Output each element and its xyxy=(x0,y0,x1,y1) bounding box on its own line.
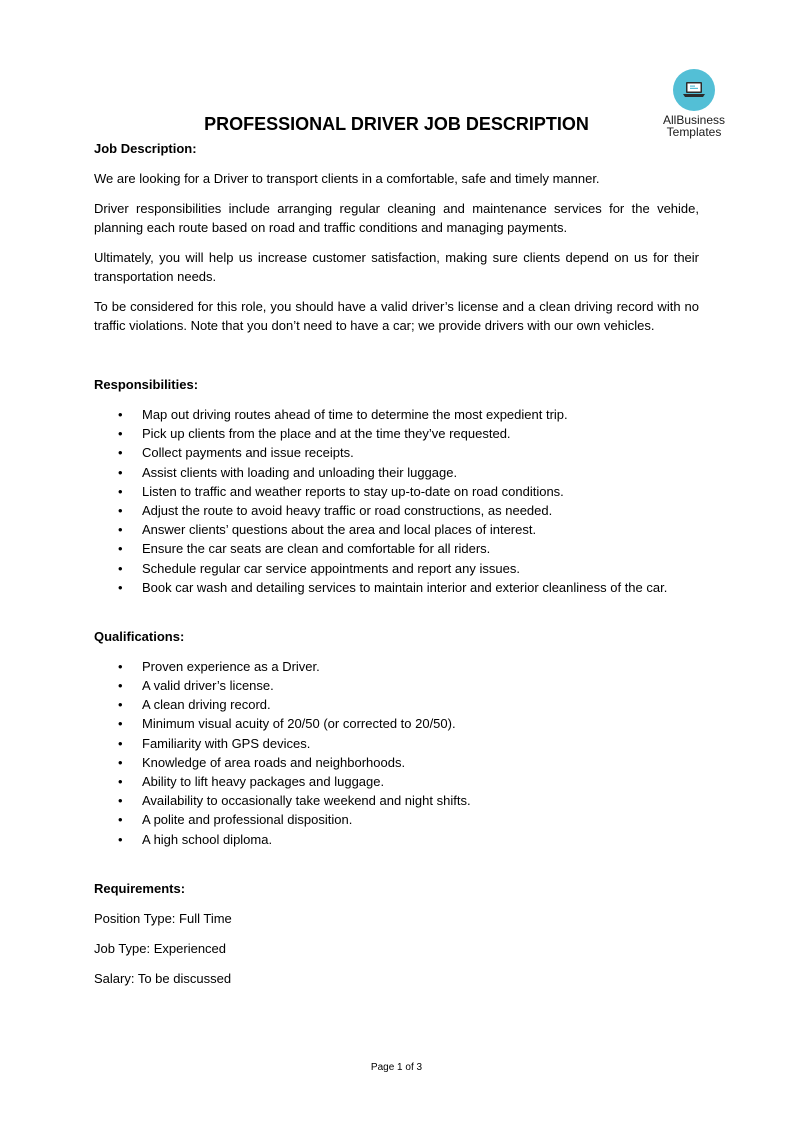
list-item: • Pick up clients from the place and at the time they’ve requested. xyxy=(94,424,699,443)
list-item: • Minimum visual acuity of 20/50 (or corrected to 20/50). xyxy=(94,714,699,733)
responsibilities-heading: Responsibilities: xyxy=(94,377,199,392)
job-description-paragraph: To be considered for this role, you should have a valid driver’s license and a clean driving record with no traffic violations. Note that you don’t need to have a car; we provide drivers with our own vehicles. xyxy=(94,299,699,333)
list-item: • Listen to traffic and weather reports to stay up-to-date on road conditions. xyxy=(94,482,699,501)
page-number: Page 1 of 3 xyxy=(370,1062,423,1073)
position-type: Position Type: Full Time xyxy=(94,910,232,926)
list-item: • A valid driver’s license. xyxy=(94,676,699,695)
qualifications-list xyxy=(94,657,699,849)
laptop-icon xyxy=(682,79,706,101)
list-item: • Proven experience as a Driver. xyxy=(94,657,699,676)
list-item: • Book car wash and detailing services to maintain interior and exterior cleanliness of the car. xyxy=(94,578,699,597)
list-item: • Knowledge of area roads and neighborhoods. xyxy=(94,753,699,772)
responsibilities-list xyxy=(94,405,699,597)
logo-circle xyxy=(673,69,715,111)
list-item: • Assist clients with loading and unloading their luggage. xyxy=(94,463,699,482)
page-title: PROFESSIONAL DRIVER JOB DESCRIPTION xyxy=(204,114,589,134)
list-item: • Schedule regular car service appointments and report any issues. xyxy=(94,559,699,578)
list-item: • Adjust the route to avoid heavy traffic or road constructions, as needed. xyxy=(94,501,699,520)
list-item: • Answer clients’ questions about the area and local places of interest. xyxy=(94,520,699,539)
list-item: • A clean driving record. xyxy=(94,695,699,714)
list-item: • Ensure the car seats are clean and comfortable for all riders. xyxy=(94,539,699,558)
logo-line-1: AllBusiness xyxy=(662,113,726,127)
document-body xyxy=(94,139,699,988)
qualifications-heading: Qualifications: xyxy=(94,628,185,644)
salary: Salary: To be discussed xyxy=(94,970,232,986)
job-description-paragraph: Ultimately, you will help us increase customer satisfaction, making sure clients depend on us for their transportation needs. xyxy=(94,250,699,284)
list-item: • A high school diploma. xyxy=(94,830,699,849)
list-item: • A polite and professional disposition. xyxy=(94,810,699,829)
list-item: • Familiarity with GPS devices. xyxy=(94,734,699,753)
list-item: • Map out driving routes ahead of time to determine the most expedient trip. xyxy=(94,405,699,424)
list-item: • Availability to occasionally take weekend and night shifts. xyxy=(94,791,699,810)
job-description-paragraph: Driver responsibilities include arranging regular cleaning and maintenance services for the vehide, planning each route based on road and traffic conditions and managing payments. xyxy=(94,201,699,235)
logo-line-2: Templates xyxy=(666,125,722,139)
list-item: • Collect payments and issue receipts. xyxy=(94,443,699,462)
job-description-paragraph: We are looking for a Driver to transport clients in a comfortable, safe and timely manner. xyxy=(94,171,600,186)
job-description-heading: Job Description: xyxy=(94,141,197,156)
requirements-heading: Requirements: xyxy=(94,880,186,896)
job-type: Job Type: Experienced xyxy=(94,940,227,956)
list-item: • Ability to lift heavy packages and luggage. xyxy=(94,772,699,791)
